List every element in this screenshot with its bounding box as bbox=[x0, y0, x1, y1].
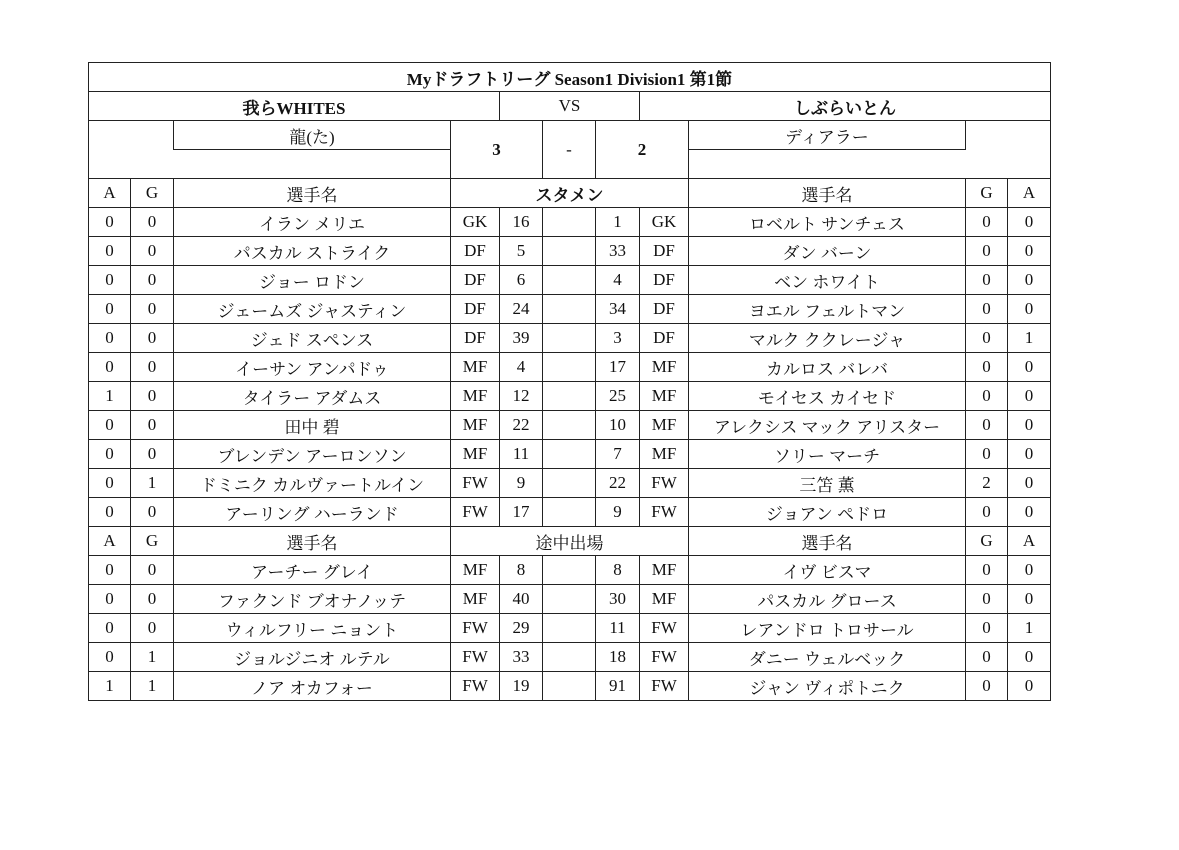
home-player-name: ドミニク カルヴァートルイン bbox=[174, 469, 451, 498]
home-shirt-number: 29 bbox=[500, 614, 543, 643]
away-goals: 0 bbox=[966, 556, 1008, 585]
home-position: MF bbox=[451, 382, 500, 411]
away-assists: 0 bbox=[1008, 469, 1051, 498]
header-assists: A bbox=[89, 179, 131, 208]
table-row bbox=[89, 643, 1051, 672]
header-player-name: 選手名 bbox=[689, 527, 966, 556]
spacer bbox=[689, 150, 966, 179]
away-score: 2 bbox=[596, 121, 689, 179]
home-assists: 0 bbox=[89, 266, 131, 295]
home-position: MF bbox=[451, 556, 500, 585]
home-goals: 0 bbox=[131, 411, 174, 440]
spacer bbox=[543, 237, 596, 266]
spacer bbox=[543, 498, 596, 527]
table-row bbox=[89, 440, 1051, 469]
away-position: MF bbox=[640, 382, 689, 411]
home-assists: 0 bbox=[89, 440, 131, 469]
away-position: MF bbox=[640, 411, 689, 440]
home-assists: 0 bbox=[89, 614, 131, 643]
away-assists: 0 bbox=[1008, 498, 1051, 527]
home-score: 3 bbox=[451, 121, 543, 179]
home-team-name: 我らWHITES bbox=[89, 92, 500, 121]
table-row bbox=[89, 411, 1051, 440]
away-position: GK bbox=[640, 208, 689, 237]
away-team-name: しぶらいとん bbox=[640, 92, 1051, 121]
away-shirt-number: 22 bbox=[596, 469, 640, 498]
away-position: FW bbox=[640, 672, 689, 701]
home-position: MF bbox=[451, 585, 500, 614]
home-goals: 0 bbox=[131, 208, 174, 237]
home-assists: 0 bbox=[89, 556, 131, 585]
away-goals: 0 bbox=[966, 324, 1008, 353]
home-goals: 0 bbox=[131, 498, 174, 527]
away-goals: 0 bbox=[966, 295, 1008, 324]
header-assists: A bbox=[1008, 179, 1051, 208]
away-player-name: ジョアン ペドロ bbox=[689, 498, 966, 527]
away-position: MF bbox=[640, 440, 689, 469]
spacer bbox=[543, 353, 596, 382]
header-assists: A bbox=[1008, 527, 1051, 556]
header-row bbox=[89, 527, 1051, 556]
away-coach: ディアラー bbox=[689, 121, 966, 150]
home-goals: 0 bbox=[131, 353, 174, 382]
away-assists: 1 bbox=[1008, 324, 1051, 353]
spacer bbox=[174, 150, 451, 179]
away-goals: 0 bbox=[966, 585, 1008, 614]
spacer bbox=[543, 585, 596, 614]
home-position: DF bbox=[451, 295, 500, 324]
home-assists: 1 bbox=[89, 672, 131, 701]
away-assists: 0 bbox=[1008, 237, 1051, 266]
away-position: FW bbox=[640, 643, 689, 672]
home-goals: 1 bbox=[131, 469, 174, 498]
away-goals: 0 bbox=[966, 382, 1008, 411]
home-shirt-number: 12 bbox=[500, 382, 543, 411]
away-goals: 0 bbox=[966, 498, 1008, 527]
away-shirt-number: 91 bbox=[596, 672, 640, 701]
away-position: DF bbox=[640, 266, 689, 295]
home-position: FW bbox=[451, 672, 500, 701]
home-player-name: イーサン アンパドゥ bbox=[174, 353, 451, 382]
away-player-name: マルク ククレージャ bbox=[689, 324, 966, 353]
away-assists: 0 bbox=[1008, 440, 1051, 469]
spacer bbox=[543, 469, 596, 498]
away-position: MF bbox=[640, 556, 689, 585]
table-row bbox=[89, 353, 1051, 382]
home-player-name: イラン メリエ bbox=[174, 208, 451, 237]
table-row bbox=[89, 237, 1051, 266]
table-row bbox=[89, 382, 1051, 411]
home-shirt-number: 16 bbox=[500, 208, 543, 237]
away-player-name: アレクシス マック アリスター bbox=[689, 411, 966, 440]
away-position: MF bbox=[640, 585, 689, 614]
home-player-name: アーリング ハーランド bbox=[174, 498, 451, 527]
header-goals: G bbox=[131, 179, 174, 208]
page-title: Myドラフトリーグ Season1 Division1 第1節 bbox=[89, 63, 1051, 92]
away-shirt-number: 18 bbox=[596, 643, 640, 672]
away-position: MF bbox=[640, 353, 689, 382]
away-player-name: ベン ホワイト bbox=[689, 266, 966, 295]
table-row bbox=[89, 614, 1051, 643]
away-goals: 0 bbox=[966, 411, 1008, 440]
table-row bbox=[89, 469, 1051, 498]
away-goals: 0 bbox=[966, 237, 1008, 266]
away-shirt-number: 8 bbox=[596, 556, 640, 585]
spacer bbox=[543, 324, 596, 353]
away-position: FW bbox=[640, 614, 689, 643]
table-row bbox=[89, 585, 1051, 614]
away-player-name: 三笘 薫 bbox=[689, 469, 966, 498]
home-shirt-number: 33 bbox=[500, 643, 543, 672]
away-goals: 0 bbox=[966, 266, 1008, 295]
home-assists: 0 bbox=[89, 295, 131, 324]
home-position: MF bbox=[451, 440, 500, 469]
table-row bbox=[89, 672, 1051, 701]
table-row bbox=[89, 556, 1051, 585]
substitutes-heading: 途中出場 bbox=[451, 527, 689, 556]
header-player-name: 選手名 bbox=[689, 179, 966, 208]
home-position: DF bbox=[451, 237, 500, 266]
home-shirt-number: 39 bbox=[500, 324, 543, 353]
away-player-name: ダニー ウェルベック bbox=[689, 643, 966, 672]
away-player-name: ソリー マーチ bbox=[689, 440, 966, 469]
home-assists: 0 bbox=[89, 208, 131, 237]
away-shirt-number: 7 bbox=[596, 440, 640, 469]
home-player-name: ブレンデン アーロンソン bbox=[174, 440, 451, 469]
home-player-name: ウィルフリー ニョント bbox=[174, 614, 451, 643]
home-player-name: ジェームズ ジャスティン bbox=[174, 295, 451, 324]
away-goals: 0 bbox=[966, 208, 1008, 237]
home-player-name: ノア オカフォー bbox=[174, 672, 451, 701]
home-shirt-number: 40 bbox=[500, 585, 543, 614]
away-assists: 0 bbox=[1008, 382, 1051, 411]
spacer bbox=[543, 556, 596, 585]
spacer bbox=[543, 295, 596, 324]
home-player-name: ジョー ロドン bbox=[174, 266, 451, 295]
away-shirt-number: 17 bbox=[596, 353, 640, 382]
home-position: FW bbox=[451, 498, 500, 527]
away-player-name: ロベルト サンチェス bbox=[689, 208, 966, 237]
away-position: DF bbox=[640, 237, 689, 266]
away-position: FW bbox=[640, 469, 689, 498]
away-shirt-number: 3 bbox=[596, 324, 640, 353]
home-assists: 0 bbox=[89, 585, 131, 614]
away-assists: 0 bbox=[1008, 672, 1051, 701]
home-goals: 0 bbox=[131, 266, 174, 295]
home-shirt-number: 6 bbox=[500, 266, 543, 295]
home-player-name: アーチー グレイ bbox=[174, 556, 451, 585]
home-goals: 0 bbox=[131, 614, 174, 643]
table-row bbox=[89, 324, 1051, 353]
away-player-name: ジャン ヴィポトニク bbox=[689, 672, 966, 701]
away-goals: 0 bbox=[966, 672, 1008, 701]
home-player-name: ファクンド ブオナノッテ bbox=[174, 585, 451, 614]
away-player-name: パスカル グロース bbox=[689, 585, 966, 614]
away-shirt-number: 9 bbox=[596, 498, 640, 527]
header-goals: G bbox=[966, 179, 1008, 208]
away-player-name: イヴ ビスマ bbox=[689, 556, 966, 585]
away-position: DF bbox=[640, 295, 689, 324]
home-position: GK bbox=[451, 208, 500, 237]
home-shirt-number: 17 bbox=[500, 498, 543, 527]
home-player-name: タイラー アダムス bbox=[174, 382, 451, 411]
home-shirt-number: 5 bbox=[500, 237, 543, 266]
spacer bbox=[89, 121, 174, 179]
spacer bbox=[543, 208, 596, 237]
spacer bbox=[543, 440, 596, 469]
home-coach: 龍(た) bbox=[174, 121, 451, 150]
home-position: FW bbox=[451, 614, 500, 643]
table-row bbox=[89, 498, 1051, 527]
home-goals: 1 bbox=[131, 672, 174, 701]
away-assists: 0 bbox=[1008, 585, 1051, 614]
home-goals: 0 bbox=[131, 324, 174, 353]
home-assists: 0 bbox=[89, 324, 131, 353]
home-assists: 0 bbox=[89, 237, 131, 266]
header-goals: G bbox=[131, 527, 174, 556]
home-goals: 0 bbox=[131, 585, 174, 614]
header-player-name: 選手名 bbox=[174, 527, 451, 556]
home-goals: 0 bbox=[131, 556, 174, 585]
home-player-name: ジェド スペンス bbox=[174, 324, 451, 353]
away-shirt-number: 25 bbox=[596, 382, 640, 411]
home-shirt-number: 9 bbox=[500, 469, 543, 498]
away-shirt-number: 11 bbox=[596, 614, 640, 643]
away-assists: 0 bbox=[1008, 556, 1051, 585]
home-assists: 1 bbox=[89, 382, 131, 411]
away-shirt-number: 1 bbox=[596, 208, 640, 237]
away-goals: 0 bbox=[966, 643, 1008, 672]
away-assists: 0 bbox=[1008, 353, 1051, 382]
away-assists: 0 bbox=[1008, 295, 1051, 324]
away-goals: 0 bbox=[966, 353, 1008, 382]
away-player-name: レアンドロ トロサール bbox=[689, 614, 966, 643]
away-player-name: モイセス カイセド bbox=[689, 382, 966, 411]
away-goals: 2 bbox=[966, 469, 1008, 498]
header-goals: G bbox=[966, 527, 1008, 556]
home-shirt-number: 8 bbox=[500, 556, 543, 585]
starters-heading: スタメン bbox=[451, 179, 689, 208]
spacer bbox=[543, 614, 596, 643]
home-position: DF bbox=[451, 324, 500, 353]
home-shirt-number: 22 bbox=[500, 411, 543, 440]
table-row bbox=[89, 266, 1051, 295]
home-position: MF bbox=[451, 411, 500, 440]
away-assists: 0 bbox=[1008, 643, 1051, 672]
away-shirt-number: 33 bbox=[596, 237, 640, 266]
header-row bbox=[89, 179, 1051, 208]
table-row bbox=[89, 295, 1051, 324]
vs-label: VS bbox=[500, 92, 640, 121]
away-position: DF bbox=[640, 324, 689, 353]
home-shirt-number: 11 bbox=[500, 440, 543, 469]
home-player-name: ジョルジニオ ルテル bbox=[174, 643, 451, 672]
score-separator: - bbox=[543, 121, 596, 179]
home-shirt-number: 19 bbox=[500, 672, 543, 701]
home-goals: 0 bbox=[131, 382, 174, 411]
spacer bbox=[966, 121, 1051, 179]
home-position: MF bbox=[451, 353, 500, 382]
away-goals: 0 bbox=[966, 614, 1008, 643]
home-goals: 1 bbox=[131, 643, 174, 672]
home-shirt-number: 24 bbox=[500, 295, 543, 324]
home-player-name: パスカル ストライク bbox=[174, 237, 451, 266]
home-position: FW bbox=[451, 643, 500, 672]
match-report-table bbox=[88, 62, 1051, 701]
away-player-name: ヨエル フェルトマン bbox=[689, 295, 966, 324]
home-assists: 0 bbox=[89, 643, 131, 672]
home-shirt-number: 4 bbox=[500, 353, 543, 382]
home-player-name: 田中 碧 bbox=[174, 411, 451, 440]
away-goals: 0 bbox=[966, 440, 1008, 469]
away-player-name: カルロス バレバ bbox=[689, 353, 966, 382]
away-assists: 0 bbox=[1008, 266, 1051, 295]
spacer bbox=[543, 672, 596, 701]
home-assists: 0 bbox=[89, 498, 131, 527]
header-player-name: 選手名 bbox=[174, 179, 451, 208]
home-position: FW bbox=[451, 469, 500, 498]
away-player-name: ダン バーン bbox=[689, 237, 966, 266]
home-goals: 0 bbox=[131, 237, 174, 266]
home-goals: 0 bbox=[131, 295, 174, 324]
spacer bbox=[543, 411, 596, 440]
spacer bbox=[543, 643, 596, 672]
away-shirt-number: 30 bbox=[596, 585, 640, 614]
home-assists: 0 bbox=[89, 469, 131, 498]
away-shirt-number: 10 bbox=[596, 411, 640, 440]
spacer bbox=[543, 266, 596, 295]
home-assists: 0 bbox=[89, 411, 131, 440]
away-shirt-number: 4 bbox=[596, 266, 640, 295]
home-assists: 0 bbox=[89, 353, 131, 382]
away-assists: 0 bbox=[1008, 208, 1051, 237]
home-position: DF bbox=[451, 266, 500, 295]
away-assists: 0 bbox=[1008, 411, 1051, 440]
spacer bbox=[543, 382, 596, 411]
away-position: FW bbox=[640, 498, 689, 527]
away-shirt-number: 34 bbox=[596, 295, 640, 324]
table-row bbox=[89, 208, 1051, 237]
home-goals: 0 bbox=[131, 440, 174, 469]
away-assists: 1 bbox=[1008, 614, 1051, 643]
header-assists: A bbox=[89, 527, 131, 556]
